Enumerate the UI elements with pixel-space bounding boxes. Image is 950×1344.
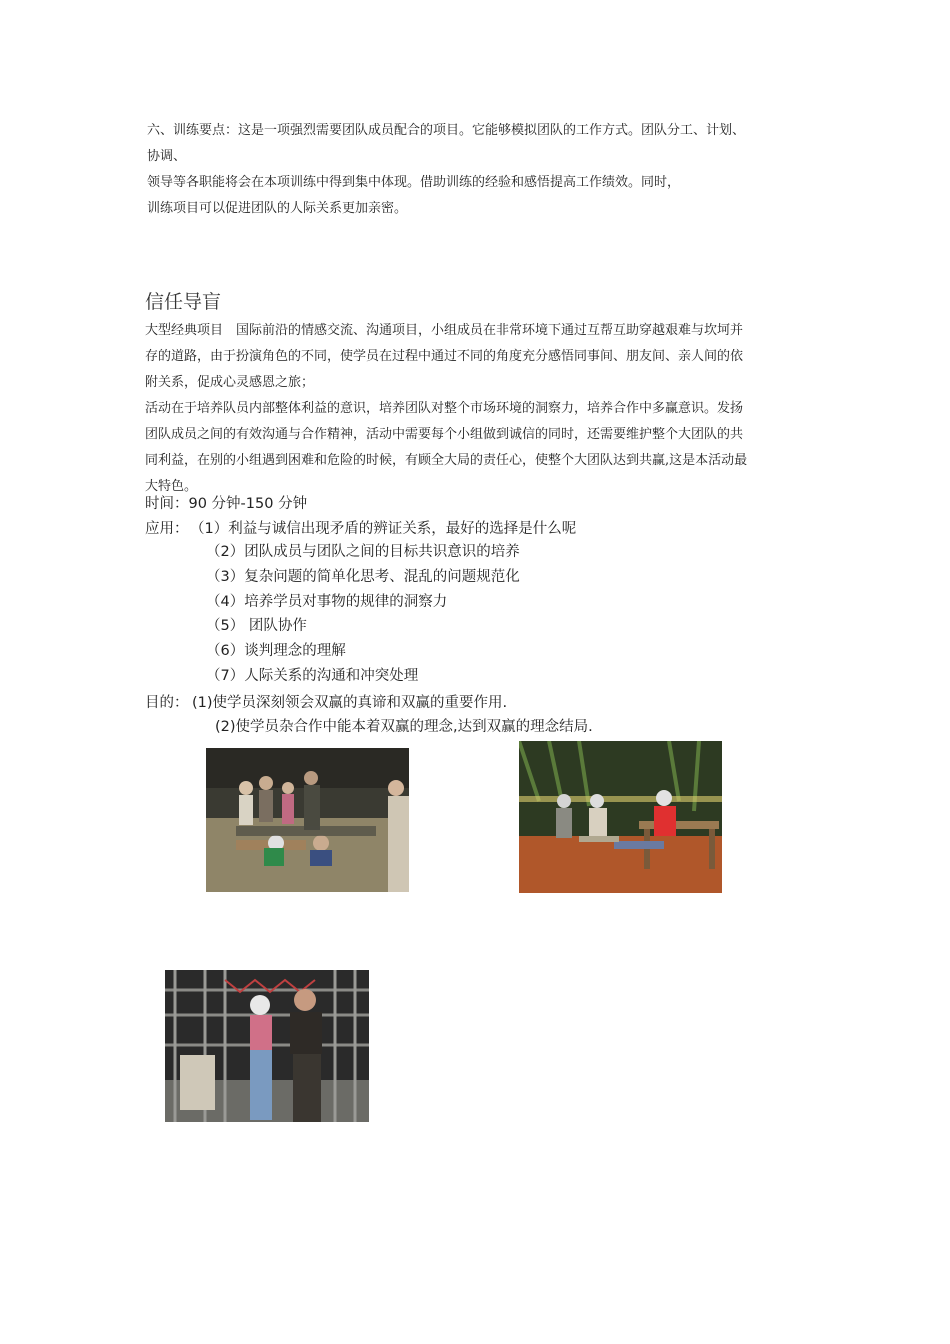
text-line: 附关系，促成心灵感恩之旅；: [145, 375, 315, 390]
text-line: 活动在于培养队员内部整体利益的意识，培养团队对整个市场环境的洞察力，培养合作中多赢意识。发扬: [145, 401, 744, 416]
application-item: （3）复杂问题的简单化思考、混乱的问题规范化: [206, 569, 520, 585]
blindfolded-group-photo: [206, 748, 409, 892]
section-title: 信任导盲: [145, 291, 222, 313]
text-line: 存的道路，由于扮演角色的不同，使学员在过程中通过不同的角度充分感悟同事间、朋友间、亲人间的依: [145, 349, 744, 364]
text-line: 大特色。: [145, 479, 198, 494]
application-item: （1）利益与诚信出现矛盾的辨证关系，最好的选择是什么呢: [190, 521, 577, 537]
application-item: （4）培养学员对事物的规律的洞察力: [206, 594, 448, 610]
text-line: 协调、: [147, 149, 187, 164]
application-item: （7）人际关系的沟通和冲突处理: [206, 668, 419, 684]
duration-text: 时间：90 分钟-150 分钟: [145, 496, 308, 512]
description-paragraph: [145, 318, 815, 500]
purpose-label: 目的：: [145, 695, 189, 711]
application-label: 应用：: [145, 521, 189, 537]
application-item: （5） 团队协作: [206, 618, 307, 634]
text-line: 训练项目可以促进团队的人际关系更加亲密。: [147, 201, 408, 216]
application-item: （2）团队成员与团队之间的目标共识意识的培养: [206, 544, 520, 560]
training-points-paragraph: [147, 118, 817, 222]
text-line: 同利益，在别的小组遇到困难和危险的时候，有顾全大局的责任心，使整个大团队达到共赢,这是本活动最: [145, 453, 748, 468]
application-item: （6）谈判理念的理解: [206, 643, 346, 659]
purpose-item: (1)使学员深刻领会双赢的真谛和双赢的重要作用.: [192, 695, 508, 711]
text-line: 团队成员之间的有效沟通与合作精神，活动中需要每个小组做到诚信的同时，还需要维护整个大团队的共: [145, 427, 744, 442]
text-line: 领导等各职能将会在本项训练中得到集中体现。借助训练的经验和感悟提高工作绩效。同时，: [147, 175, 681, 190]
text-line: 大型经典项目 国际前沿的情感交流、沟通项目，小组成员在非常环境下通过互帮互助穿越艰难与坎坷并: [145, 323, 744, 338]
purpose-item: (2)使学员杂合作中能本着双赢的理念,达到双赢的理念结局.: [215, 719, 593, 735]
blindfolded-bench-photo: [519, 741, 722, 893]
text-line: 六、训练要点：这是一项强烈需要团队成员配合的项目。它能够模拟团队的工作方式。团队分工、计划、: [147, 123, 746, 138]
blindfolded-gate-photo: [165, 970, 369, 1122]
